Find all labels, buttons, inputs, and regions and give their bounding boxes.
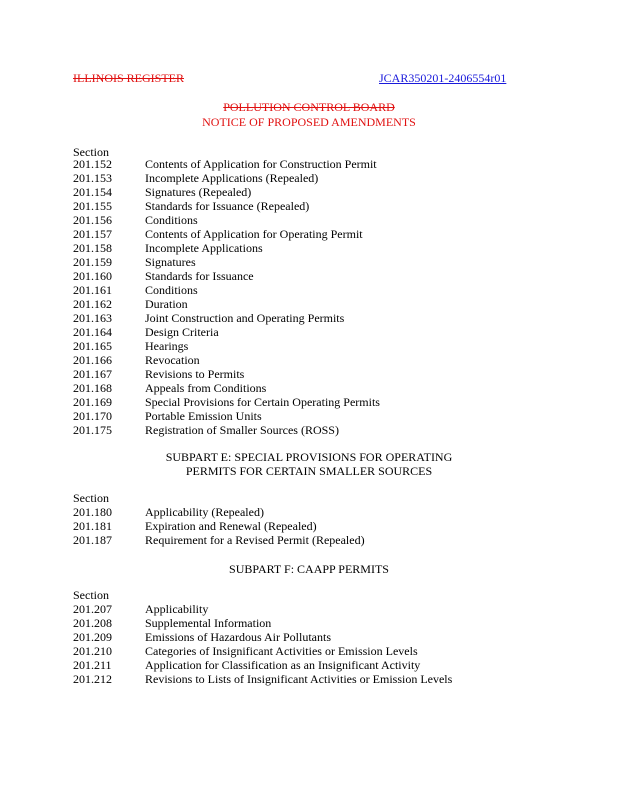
section-number: 201.155 [73,199,112,213]
section-number: 201.170 [73,409,112,423]
notice-title: NOTICE OF PROPOSED AMENDMENTS [202,115,416,129]
section-entry [73,255,380,269]
section-title: Revisions to Permits [145,367,245,381]
section-number: 201.153 [73,171,112,185]
section-number: 201.167 [73,367,112,381]
section-title: Conditions [145,283,198,297]
jcar-reference-link[interactable]: JCAR350201-2406554r01 [379,71,507,85]
section-entry [73,533,365,547]
section-title: Design Criteria [145,325,219,339]
section-number: 201.212 [73,672,112,686]
section-entry [73,658,452,672]
section-entry [73,339,380,353]
section-title: Signatures [145,255,196,269]
section-entry [73,199,380,213]
section-title: Duration [145,297,188,311]
section-number: 201.159 [73,255,112,269]
section-number: 201.180 [73,505,112,519]
section-number: 201.157 [73,227,112,241]
section-title: Emissions of Hazardous Air Pollutants [145,630,331,644]
section-entry [73,672,452,686]
section-list-main [73,157,380,437]
section-number: 201.168 [73,381,112,395]
section-title: Standards for Issuance (Repealed) [145,199,310,213]
section-number: 201.211 [73,658,112,672]
section-title: Supplemental Information [145,616,272,630]
section-title: Incomplete Applications (Repealed) [145,171,319,185]
section-title: Incomplete Applications [145,241,263,255]
section-number: 201.181 [73,519,112,533]
section-label: Section [73,491,109,505]
section-title: Contents of Application for Construction Permit [145,157,377,171]
section-title: Applicability [145,602,209,616]
section-number: 201.161 [73,283,112,297]
section-entry [73,630,452,644]
section-entry [73,325,380,339]
section-label: Section [73,145,109,159]
section-title: Portable Emission Units [145,409,262,423]
section-title: Hearings [145,339,189,353]
section-list-subpart-f [73,602,452,686]
section-number: 201.187 [73,533,112,547]
section-title: Application for Classification as an Insignificant Activity [145,658,421,672]
section-title: Requirement for a Revised Permit (Repealed) [145,533,365,547]
section-title: Conditions [145,213,198,227]
section-number: 201.166 [73,353,112,367]
section-number: 201.210 [73,644,112,658]
section-entry [73,227,380,241]
subpart-e-heading-line2: PERMITS FOR CERTAIN SMALLER SOURCES [185,464,433,478]
register-header: ILLINOIS REGISTER [73,71,184,85]
section-title: Categories of Insignificant Activities or Emission Levels [145,644,418,658]
section-number: 201.209 [73,630,112,644]
section-entry [73,185,380,199]
section-number: 201.169 [73,395,112,409]
section-entry [73,157,380,171]
section-title: Applicability (Repealed) [145,505,264,519]
section-entry [73,213,380,227]
section-number: 201.156 [73,213,112,227]
section-number: 201.158 [73,241,112,255]
section-entry [73,171,380,185]
subpart-e-heading-line1: SUBPART E: SPECIAL PROVISIONS FOR OPERATING [165,450,453,464]
section-entry [73,505,365,519]
section-number: 201.163 [73,311,112,325]
section-entry [73,269,380,283]
section-title: Revisions to Lists of Insignificant Activities or Emission Levels [145,672,453,686]
section-entry [73,311,380,325]
section-title: Standards for Issuance [145,269,254,283]
section-number: 201.160 [73,269,112,283]
section-title: Expiration and Renewal (Repealed) [145,519,317,533]
section-title: Revocation [145,353,200,367]
section-entry [73,644,452,658]
section-entry [73,367,380,381]
section-entry [73,395,380,409]
section-title: Appeals from Conditions [145,381,267,395]
section-entry [73,602,452,616]
subpart-f-heading: SUBPART F: CAAPP PERMITS [229,562,389,576]
section-entry [73,519,365,533]
section-number: 201.165 [73,339,112,353]
section-number: 201.164 [73,325,112,339]
section-entry [73,381,380,395]
section-entry [73,241,380,255]
section-number: 201.207 [73,602,112,616]
section-number: 201.162 [73,297,112,311]
section-entry [73,283,380,297]
section-number: 201.154 [73,185,112,199]
section-title: Joint Construction and Operating Permits [145,311,345,325]
section-number: 201.152 [73,157,112,171]
agency-title: POLLUTION CONTROL BOARD [223,100,395,114]
section-title: Registration of Smaller Sources (ROSS) [145,423,339,437]
section-title: Special Provisions for Certain Operating Permits [145,395,380,409]
section-list-subpart-e [73,505,365,547]
section-entry [73,616,452,630]
section-label: Section [73,588,109,602]
section-number: 201.175 [73,423,112,437]
section-entry [73,409,380,423]
section-entry [73,297,380,311]
section-title: Signatures (Repealed) [145,185,252,199]
section-number: 201.208 [73,616,112,630]
section-entry [73,353,380,367]
section-title: Contents of Application for Operating Permit [145,227,363,241]
section-entry [73,423,380,437]
